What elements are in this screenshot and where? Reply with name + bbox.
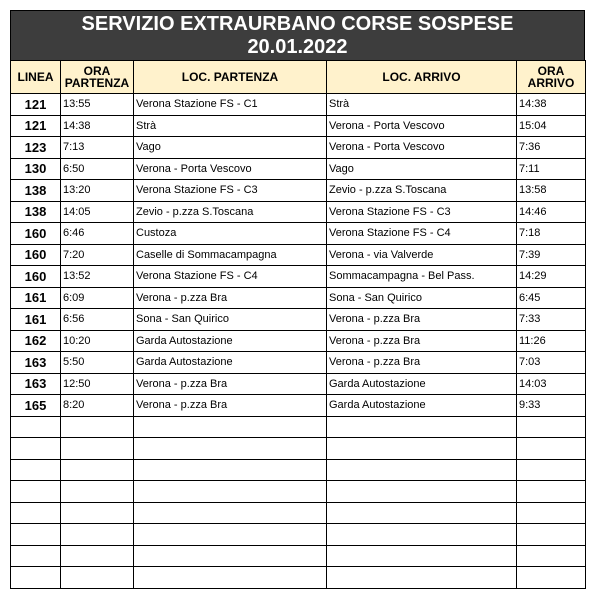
cell-loc-partenza: Sona - San Quirico bbox=[134, 309, 327, 331]
cell-ora-partenza bbox=[61, 416, 134, 438]
cell-ora-partenza: 6:56 bbox=[61, 309, 134, 331]
cell-loc-partenza bbox=[134, 481, 327, 503]
cell-ora-partenza: 13:55 bbox=[61, 94, 134, 116]
cell-loc-arrivo: Verona - p.zza Bra bbox=[327, 352, 517, 374]
cell-linea bbox=[11, 524, 61, 546]
table-row bbox=[11, 223, 586, 245]
header-row bbox=[11, 61, 586, 94]
page-title: SERVIZIO EXTRAURBANO CORSE SOSPESE bbox=[81, 13, 514, 35]
cell-loc-partenza bbox=[134, 459, 327, 481]
cell-loc-partenza bbox=[134, 438, 327, 460]
cell-loc-partenza: Garda Autostazione bbox=[134, 330, 327, 352]
col-header-ora-arrivo: ORA ARRIVO bbox=[517, 61, 586, 94]
cell-ora-arrivo bbox=[517, 481, 586, 503]
cell-loc-partenza bbox=[134, 416, 327, 438]
cell-ora-arrivo: 13:58 bbox=[517, 180, 586, 202]
table-row bbox=[11, 395, 586, 417]
cell-loc-partenza: Verona - p.zza Bra bbox=[134, 287, 327, 309]
cell-loc-partenza bbox=[134, 567, 327, 589]
cell-loc-partenza: Verona - Porta Vescovo bbox=[134, 158, 327, 180]
table-row bbox=[11, 545, 586, 567]
cell-linea bbox=[11, 459, 61, 481]
cell-linea bbox=[11, 438, 61, 460]
cell-ora-partenza: 13:52 bbox=[61, 266, 134, 288]
cell-ora-arrivo bbox=[517, 502, 586, 524]
table-row bbox=[11, 567, 586, 589]
page-date: 20.01.2022 bbox=[247, 36, 348, 58]
title-bar bbox=[10, 10, 585, 60]
cell-ora-arrivo: 14:38 bbox=[517, 94, 586, 116]
cell-linea bbox=[11, 481, 61, 503]
cell-loc-arrivo: Sommacampagna - Bel Pass. bbox=[327, 266, 517, 288]
cell-loc-arrivo bbox=[327, 459, 517, 481]
cell-ora-partenza: 6:50 bbox=[61, 158, 134, 180]
cell-ora-arrivo bbox=[517, 545, 586, 567]
cell-loc-partenza: Strà bbox=[134, 115, 327, 137]
cell-ora-arrivo: 7:11 bbox=[517, 158, 586, 180]
cell-ora-partenza bbox=[61, 481, 134, 503]
cell-loc-arrivo: Verona Stazione FS - C3 bbox=[327, 201, 517, 223]
cell-ora-partenza bbox=[61, 502, 134, 524]
cell-loc-partenza bbox=[134, 502, 327, 524]
cell-loc-arrivo bbox=[327, 438, 517, 460]
table-row bbox=[11, 309, 586, 331]
cell-ora-arrivo: 14:29 bbox=[517, 266, 586, 288]
table-row bbox=[11, 502, 586, 524]
cell-loc-arrivo bbox=[327, 502, 517, 524]
col-header-linea: LINEA bbox=[11, 61, 61, 94]
table-row bbox=[11, 524, 586, 546]
cell-loc-arrivo: Sona - San Quirico bbox=[327, 287, 517, 309]
cell-loc-partenza: Zevio - p.zza S.Toscana bbox=[134, 201, 327, 223]
table-row bbox=[11, 416, 586, 438]
schedule-table bbox=[10, 60, 586, 589]
cell-ora-partenza bbox=[61, 545, 134, 567]
cell-linea: 160 bbox=[11, 266, 61, 288]
cell-ora-arrivo: 7:03 bbox=[517, 352, 586, 374]
cell-loc-partenza bbox=[134, 524, 327, 546]
table-row bbox=[11, 481, 586, 503]
cell-loc-arrivo: Strà bbox=[327, 94, 517, 116]
table-row bbox=[11, 266, 586, 288]
table-row bbox=[11, 137, 586, 159]
cell-ora-arrivo bbox=[517, 416, 586, 438]
cell-ora-partenza: 14:38 bbox=[61, 115, 134, 137]
cell-loc-arrivo: Verona - Porta Vescovo bbox=[327, 115, 517, 137]
cell-ora-partenza: 14:05 bbox=[61, 201, 134, 223]
cell-ora-arrivo bbox=[517, 459, 586, 481]
table-row bbox=[11, 115, 586, 137]
cell-loc-partenza: Verona - p.zza Bra bbox=[134, 373, 327, 395]
col-header-loc-arrivo: LOC. ARRIVO bbox=[327, 61, 517, 94]
cell-ora-partenza: 6:46 bbox=[61, 223, 134, 245]
cell-loc-arrivo: Garda Autostazione bbox=[327, 373, 517, 395]
cell-linea: 130 bbox=[11, 158, 61, 180]
cell-ora-arrivo: 7:36 bbox=[517, 137, 586, 159]
cell-linea: 163 bbox=[11, 373, 61, 395]
cell-linea: 160 bbox=[11, 223, 61, 245]
table-row bbox=[11, 94, 586, 116]
cell-ora-arrivo: 11:26 bbox=[517, 330, 586, 352]
cell-loc-arrivo: Vago bbox=[327, 158, 517, 180]
table-row bbox=[11, 287, 586, 309]
cell-linea: 123 bbox=[11, 137, 61, 159]
cell-ora-arrivo: 9:33 bbox=[517, 395, 586, 417]
cell-ora-arrivo: 15:04 bbox=[517, 115, 586, 137]
cell-ora-arrivo bbox=[517, 438, 586, 460]
cell-loc-arrivo bbox=[327, 416, 517, 438]
cell-loc-partenza: Caselle di Sommacampagna bbox=[134, 244, 327, 266]
table-row bbox=[11, 158, 586, 180]
table-row bbox=[11, 180, 586, 202]
cell-ora-arrivo: 7:18 bbox=[517, 223, 586, 245]
cell-loc-partenza: Vago bbox=[134, 137, 327, 159]
table-row bbox=[11, 459, 586, 481]
cell-linea: 138 bbox=[11, 201, 61, 223]
table-row bbox=[11, 201, 586, 223]
cell-ora-partenza: 10:20 bbox=[61, 330, 134, 352]
cell-ora-arrivo: 7:33 bbox=[517, 309, 586, 331]
cell-loc-arrivo: Verona - Porta Vescovo bbox=[327, 137, 517, 159]
cell-ora-arrivo: 14:03 bbox=[517, 373, 586, 395]
cell-ora-partenza: 7:20 bbox=[61, 244, 134, 266]
cell-linea bbox=[11, 502, 61, 524]
schedule-sheet bbox=[10, 10, 585, 589]
cell-ora-partenza: 5:50 bbox=[61, 352, 134, 374]
cell-loc-arrivo: Zevio - p.zza S.Toscana bbox=[327, 180, 517, 202]
cell-loc-partenza: Custoza bbox=[134, 223, 327, 245]
cell-ora-partenza: 8:20 bbox=[61, 395, 134, 417]
cell-linea bbox=[11, 416, 61, 438]
cell-ora-partenza: 13:20 bbox=[61, 180, 134, 202]
cell-loc-arrivo bbox=[327, 524, 517, 546]
cell-ora-partenza bbox=[61, 524, 134, 546]
cell-linea bbox=[11, 567, 61, 589]
cell-loc-partenza: Verona Stazione FS - C1 bbox=[134, 94, 327, 116]
table-row bbox=[11, 438, 586, 460]
cell-loc-partenza: Garda Autostazione bbox=[134, 352, 327, 374]
cell-linea: 138 bbox=[11, 180, 61, 202]
cell-loc-arrivo bbox=[327, 481, 517, 503]
table-row bbox=[11, 330, 586, 352]
cell-loc-arrivo bbox=[327, 545, 517, 567]
table-row bbox=[11, 244, 586, 266]
cell-linea: 162 bbox=[11, 330, 61, 352]
cell-ora-partenza bbox=[61, 567, 134, 589]
cell-ora-partenza: 6:09 bbox=[61, 287, 134, 309]
cell-ora-arrivo: 7:39 bbox=[517, 244, 586, 266]
col-header-loc-partenza: LOC. PARTENZA bbox=[134, 61, 327, 94]
cell-loc-arrivo bbox=[327, 567, 517, 589]
cell-ora-partenza: 7:13 bbox=[61, 137, 134, 159]
cell-linea: 121 bbox=[11, 94, 61, 116]
cell-ora-partenza: 12:50 bbox=[61, 373, 134, 395]
cell-linea: 161 bbox=[11, 287, 61, 309]
cell-loc-arrivo: Garda Autostazione bbox=[327, 395, 517, 417]
cell-loc-partenza bbox=[134, 545, 327, 567]
cell-loc-partenza: Verona - p.zza Bra bbox=[134, 395, 327, 417]
cell-linea: 160 bbox=[11, 244, 61, 266]
cell-linea: 163 bbox=[11, 352, 61, 374]
table-row bbox=[11, 373, 586, 395]
cell-ora-partenza bbox=[61, 459, 134, 481]
cell-loc-arrivo: Verona - p.zza Bra bbox=[327, 309, 517, 331]
cell-linea bbox=[11, 545, 61, 567]
cell-loc-arrivo: Verona - via Valverde bbox=[327, 244, 517, 266]
cell-loc-arrivo: Verona Stazione FS - C4 bbox=[327, 223, 517, 245]
cell-loc-arrivo: Verona - p.zza Bra bbox=[327, 330, 517, 352]
table-row bbox=[11, 352, 586, 374]
cell-ora-arrivo bbox=[517, 567, 586, 589]
cell-ora-partenza bbox=[61, 438, 134, 460]
cell-ora-arrivo: 6:45 bbox=[517, 287, 586, 309]
cell-linea: 121 bbox=[11, 115, 61, 137]
cell-ora-arrivo: 14:46 bbox=[517, 201, 586, 223]
cell-loc-partenza: Verona Stazione FS - C4 bbox=[134, 266, 327, 288]
cell-linea: 161 bbox=[11, 309, 61, 331]
cell-loc-partenza: Verona Stazione FS - C3 bbox=[134, 180, 327, 202]
col-header-ora-partenza: ORA PARTENZA bbox=[61, 61, 134, 94]
cell-ora-arrivo bbox=[517, 524, 586, 546]
cell-linea: 165 bbox=[11, 395, 61, 417]
